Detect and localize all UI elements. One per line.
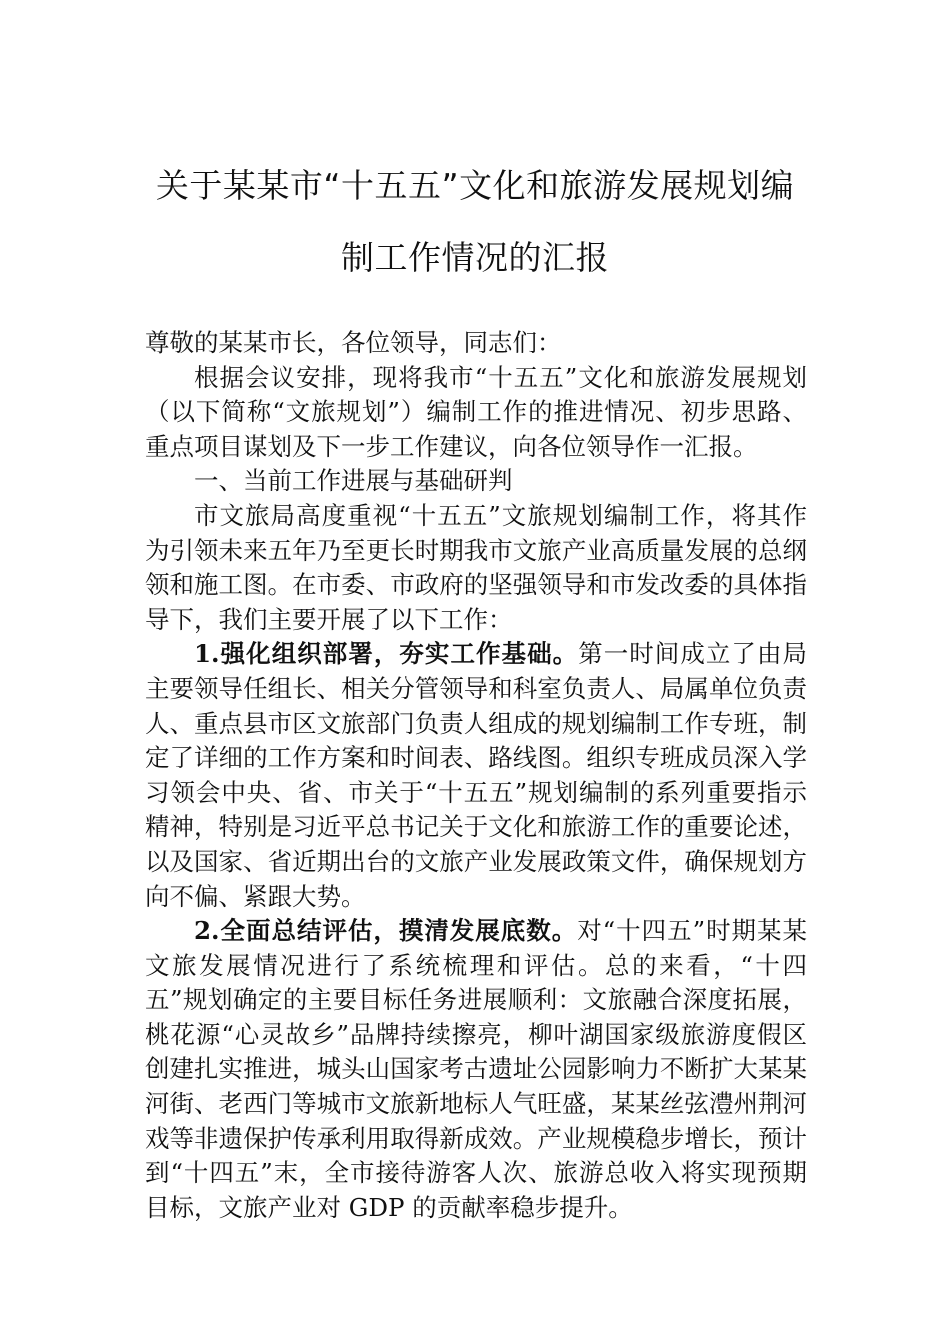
salutation: 尊敬的某某市长，各位领导，同志们： — [145, 328, 562, 357]
section1-heading: 一、当前工作进展与基础研判 — [194, 466, 513, 496]
item1-text: 第一时间成立了由局主要领导任组长、相关分管领导和科室负责人、局属单位负责人、重点县市区文旅部门负责人组成的规划编制工作专班，制定了详细的工作方案和时间表、路线图。组织专班成员深入学习领会中央、省、市关于“十五五”规划编制的系列重要指示精神，特别是习近平总书记关于文化和旅游工作的重要论述，以及国家、省近期出台的文旅产业发展政策文件，确保规划方向不偏、紧跟大势。 — [145, 639, 808, 911]
document-body — [145, 326, 807, 1225]
item1-lead: 1.强化组织部署，夯实工作基础。 — [194, 639, 579, 669]
intro-paragraph: 根据会议安排，现将我市“十五五”文化和旅游发展规划（以下简称“文旅规划”）编制工作的推进情况、初步思路、重点项目谋划及下一步工作建议，向各位领导作一汇报。 — [145, 362, 807, 461]
item2-lead: 2.全面总结评估，摸清发展底数。 — [194, 916, 578, 946]
item1-paragraph — [145, 637, 807, 914]
item2-paragraph — [145, 914, 807, 1225]
item2-text: 对“十四五”时期某某文旅发展情况进行了系统梳理和评估。总的来看，“十四五”规划确定的主要目标任务进展顺利：文旅融合深度拓展，桃花源“心灵故乡”品牌持续擦亮，柳叶湖国家级旅游度假区创建扎实推进，城头山国家考古遗址公园影响力不断扩大某某河街、老西门等城市文旅新地标人气旺盛，某某丝弦澧州荆河戏等非遗保护传承利用取得新成效。产业规模稳步增长，预计到“十四五”末，全市接待游客人次、旅游总收入将实现预期目标，文旅产业对 GDP 的贡献率稳步提升。 — [145, 916, 807, 1222]
document-title: 关于某某市“十五五”文化和旅游发展规划编制工作情况的汇报 — [155, 166, 795, 277]
section1-intro-paragraph: 市文旅局高度重视“十五五”文旅规划编制工作，将其作为引领未来五年乃至更长时期我市文旅产业高质量发展的总纲领和施工图。在市委、市政府的坚强领导和市发改委的具体指导下，我们主要开展了以下工作： — [145, 500, 807, 634]
